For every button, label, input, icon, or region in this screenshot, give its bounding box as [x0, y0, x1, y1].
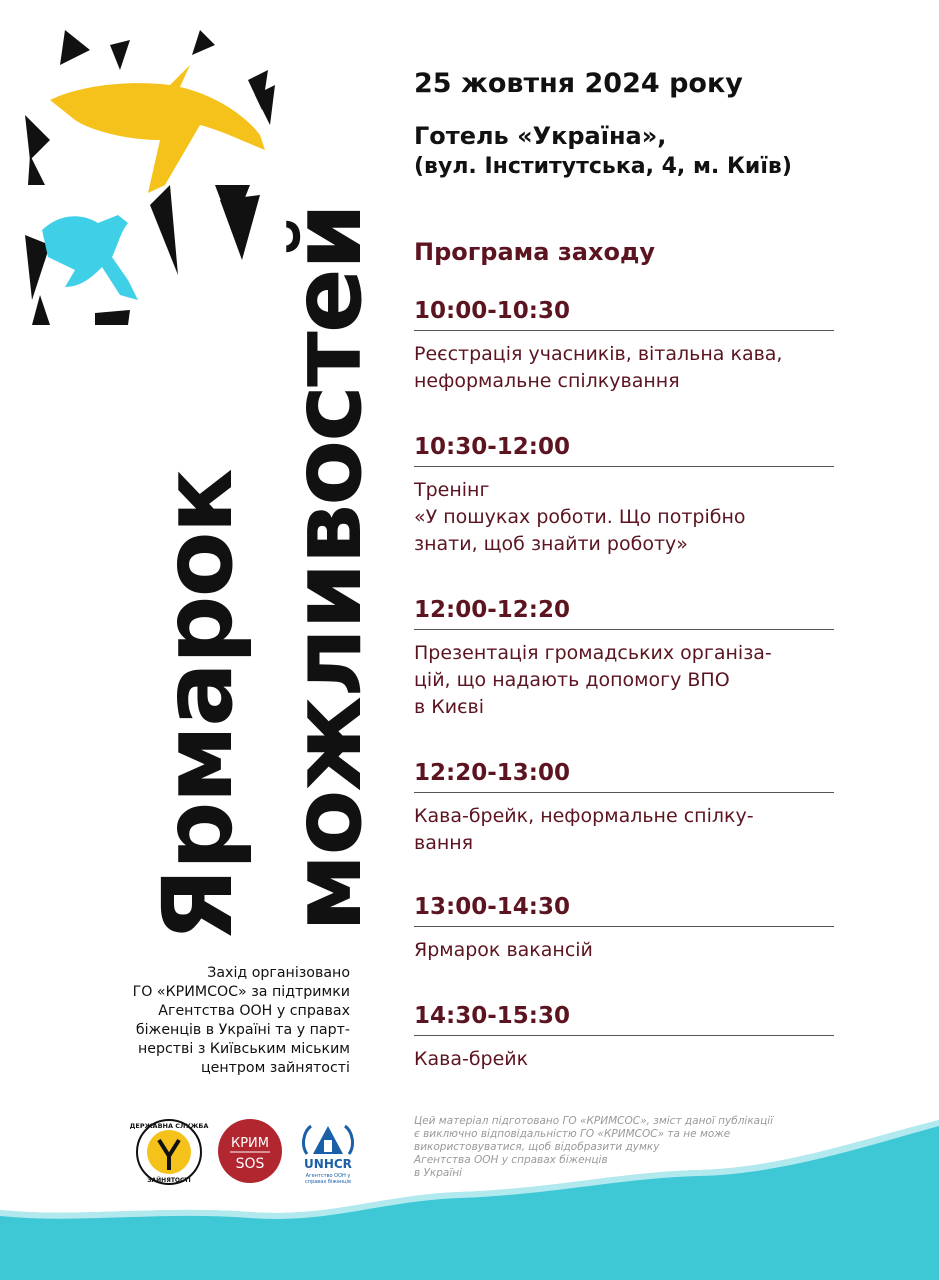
triangle-shape [25, 115, 50, 160]
unhcr-logo-sub2: справах біженців [305, 1179, 351, 1185]
disclaimer-line: Агентства ООН у справах біженців [414, 1154, 608, 1166]
cyan-bird-shape [42, 215, 138, 300]
schedule-desc-line: цій, що надають допомогу ВПО [414, 669, 730, 691]
event-date: 25 жовтня 2024 року [414, 68, 743, 99]
event-address: (вул. Інститутська, 4, м. Київ) [414, 154, 792, 179]
schedule-desc-line: вання [414, 832, 474, 854]
unhcr-logo-sub1: Агентство ООН у [305, 1173, 351, 1179]
partner-logos [129, 1118, 365, 1188]
schedule-time: 12:20-13:00 [414, 760, 570, 786]
divider [414, 330, 834, 331]
krymsos-logo-bottom-text: SOS [235, 1156, 265, 1172]
schedule-item [414, 432, 834, 558]
triangle-shape [60, 30, 90, 65]
divider [414, 792, 834, 793]
schedule-item [414, 296, 834, 395]
schedule-time: 10:00-10:30 [414, 298, 570, 324]
yellow-bird-shape [50, 65, 265, 193]
schedule-time: 10:30-12:00 [414, 434, 570, 460]
unhcr-logo-text: UNHCR [304, 1157, 352, 1171]
schedule-desc-line: Тренінг [414, 479, 490, 501]
krymsos-logo [217, 1118, 283, 1184]
decorative-birds-art [20, 25, 300, 345]
schedule-time: 13:00-14:30 [414, 894, 570, 920]
divider [414, 466, 834, 467]
schedule-desc-line: в Києві [414, 696, 484, 718]
disclaimer [414, 1115, 834, 1180]
employment-logo-bottom-text: ЗАЙНЯТОСТІ [147, 1177, 191, 1184]
schedule-desc-line: Реєстрація учасників, вітальна кава, [414, 343, 783, 365]
schedule-desc-line: Кава-брейк, неформальне спілку- [414, 805, 754, 827]
employment-service-logo [129, 1118, 209, 1186]
schedule-desc-line: «У пошуках роботи. Що потрібно [414, 506, 746, 528]
schedule-item [414, 892, 834, 964]
organizer-note [100, 964, 350, 1078]
divider [414, 629, 834, 630]
schedule-desc-line: Презентація громадських організа- [414, 642, 772, 664]
schedule-desc-line: знати, щоб знайти роботу» [414, 533, 688, 555]
triangle-shape [150, 185, 178, 275]
title-line-1: Ярмарок [142, 470, 254, 942]
organizer-note-line: Агентства ООН у справах [158, 1003, 350, 1019]
employment-logo-top-text: ДЕРЖАВНА СЛУЖБА [129, 1122, 209, 1130]
unhcr-logo [293, 1118, 363, 1188]
schedule-item [414, 595, 834, 721]
disclaimer-line: в Україні [414, 1167, 463, 1179]
schedule-desc-line: неформальне спілкування [414, 370, 680, 392]
schedule-time: 14:30-15:30 [414, 1003, 570, 1029]
divider [414, 926, 834, 927]
organizer-note-line: ГО «КРИМСОС» за підтримки [132, 984, 350, 1000]
organizer-note-line: нерстві з Київським міським [137, 1041, 350, 1057]
disclaimer-line: використовуватися, щоб відобразити думку [414, 1141, 660, 1153]
krymsos-logo-top-text: КРИМ [230, 1136, 270, 1151]
divider [414, 1035, 834, 1036]
schedule-desc-line: Ярмарок вакансій [414, 939, 593, 961]
disclaimer-line: є виключно відповідальністю ГО «КРИМСОС» та не може [414, 1128, 731, 1140]
triangle-shape [28, 155, 45, 185]
schedule-time: 12:00-12:20 [414, 597, 570, 623]
program-heading: Програма заходу [414, 238, 655, 266]
schedule-item [414, 1001, 834, 1073]
title-line-2: можливостей [271, 204, 383, 932]
event-venue: Готель «Україна», [414, 122, 667, 150]
schedule-desc-line: Кава-брейк [414, 1048, 529, 1070]
disclaimer-line: Цей матеріал підготовано ГО «КРИМСОС», зміст даної публікації [414, 1115, 774, 1127]
triangle-shape [95, 310, 130, 325]
schedule-item [414, 758, 834, 857]
organizer-note-line: центром зайнятості [200, 1060, 350, 1076]
organizer-note-line: Захід організовано [207, 965, 350, 981]
triangle-shape [110, 40, 130, 70]
triangle-shape [220, 195, 260, 260]
triangle-shape [32, 295, 50, 325]
triangle-shape [192, 30, 215, 55]
organizer-note-line: біженців в Україні та у парт- [135, 1022, 350, 1038]
